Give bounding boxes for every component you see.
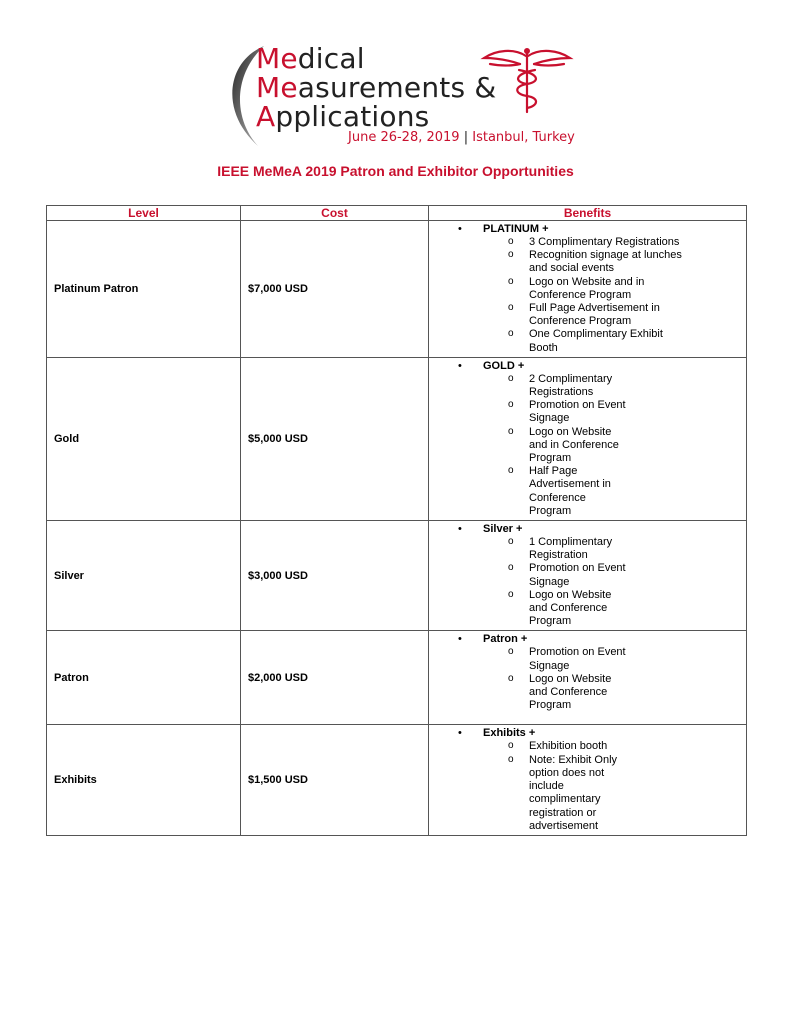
benefit-item: [429, 646, 746, 672]
table-row: [47, 725, 747, 835]
benefits-cell: [429, 521, 747, 631]
column-header-benefits: Benefits: [429, 206, 747, 221]
benefit-text: Conference Program: [529, 288, 632, 301]
benefit-text: Conference Program: [529, 315, 632, 328]
benefit-text: o Promotion on Event: [529, 562, 626, 575]
benefit-text: Program: [529, 699, 572, 712]
benefit-item: [429, 249, 746, 275]
benefit-text: Signage: [529, 412, 570, 425]
logo-line1-accent: Me: [256, 42, 298, 75]
benefit-text: Conference: [529, 491, 586, 504]
benefit-text: Signage: [529, 659, 570, 672]
logo-place: Istanbul, Turkey: [472, 130, 575, 145]
logo-line3-accent: A: [256, 100, 276, 133]
benefit-item: [429, 236, 746, 249]
tier-label: • Silver +: [429, 523, 746, 536]
benefit-text: and in Conference: [529, 438, 619, 451]
benefit-text: o One Complimentary Exhibit: [529, 328, 663, 341]
benefit-item: [429, 302, 746, 328]
logo-wordmark: [256, 44, 496, 131]
benefit-text: o Logo on Website: [529, 588, 612, 601]
benefit-list: [429, 536, 746, 628]
benefit-item: [429, 754, 746, 833]
benefit-text: o 2 Complimentary: [529, 372, 613, 385]
cost-cell: $3,000 USD: [241, 521, 429, 631]
benefit-item: [429, 536, 746, 562]
benefit-text: Advertisement in: [529, 478, 611, 491]
table-row: [47, 357, 747, 520]
conference-logo: [218, 42, 578, 154]
benefit-item: [429, 465, 746, 518]
cost-cell: $2,000 USD: [241, 631, 429, 725]
logo-dateline: [348, 130, 575, 145]
benefit-text: o Logo on Website and in: [529, 275, 645, 288]
cost-cell: $7,000 USD: [241, 221, 429, 358]
level-cell: Exhibits: [47, 725, 241, 835]
benefit-text: Signage: [529, 575, 570, 588]
caduceus-icon: [480, 46, 574, 116]
table-row: [47, 221, 747, 358]
page-title: IEEE MeMeA 2019 Patron and Exhibitor Opportunities: [217, 163, 574, 179]
level-cell: Silver: [47, 521, 241, 631]
tier-label: • PLATINUM +: [429, 223, 746, 236]
benefit-text: Program: [529, 452, 572, 465]
benefit-text: Registrations: [529, 386, 594, 399]
benefit-text: advertisement: [529, 819, 599, 832]
benefit-list: [429, 646, 746, 712]
benefit-item: [429, 562, 746, 588]
tier-label: • Exhibits +: [429, 727, 746, 740]
benefit-text: complimentary: [529, 793, 601, 806]
benefit-text: Program: [529, 615, 572, 628]
benefit-text: o 3 Complimentary Registrations: [529, 236, 680, 248]
benefits-cell: [429, 725, 747, 835]
logo-line2-accent: Me: [256, 71, 298, 104]
benefit-item: [429, 328, 746, 354]
benefit-text: o 1 Complimentary: [529, 536, 613, 549]
logo-separator: |: [463, 130, 469, 145]
level-cell: Patron: [47, 631, 241, 725]
benefit-text: o Full Page Advertisement in: [529, 302, 660, 315]
logo-line3-text: pplications: [275, 100, 430, 133]
cost-cell: $1,500 USD: [241, 725, 429, 835]
benefit-text: o Note: Exhibit Only: [529, 753, 618, 766]
benefit-item: [429, 740, 746, 753]
level-cell: Platinum Patron: [47, 221, 241, 358]
benefit-text: o Exhibition booth: [529, 740, 608, 753]
logo-line2-text: asurements &: [297, 71, 497, 104]
benefit-list: [429, 236, 746, 355]
cost-cell: $5,000 USD: [241, 357, 429, 520]
benefit-text: o Promotion on Event: [529, 399, 626, 412]
benefit-list: [429, 740, 746, 832]
logo-date: June 26-28, 2019: [348, 130, 460, 145]
column-header-cost: Cost: [241, 206, 429, 221]
benefits-cell: [429, 221, 747, 358]
tier-label: • Patron +: [429, 633, 746, 646]
benefit-text: o Promotion on Event: [529, 646, 626, 659]
benefit-text: o Logo on Website: [529, 425, 612, 438]
benefit-text: o Half Page: [529, 465, 578, 478]
benefit-item: [429, 399, 746, 425]
benefit-item: [429, 426, 746, 466]
table-row: [47, 521, 747, 631]
benefit-text: and Conference: [529, 686, 608, 699]
benefit-text: and social events: [529, 262, 614, 275]
patron-exhibitor-table: [46, 205, 747, 836]
column-header-level: Level: [47, 206, 241, 221]
logo-line1-text: dical: [297, 42, 365, 75]
benefit-item: [429, 589, 746, 629]
benefit-item: [429, 373, 746, 399]
benefits-cell: [429, 631, 747, 725]
tier-label: • GOLD +: [429, 360, 746, 373]
benefit-text: and Conference: [529, 602, 608, 615]
benefits-cell: [429, 357, 747, 520]
benefit-text: Program: [529, 504, 572, 517]
benefit-list: [429, 373, 746, 518]
table-header-row: [47, 206, 747, 221]
benefit-text: Registration: [529, 549, 588, 562]
benefit-item: [429, 276, 746, 302]
benefit-item: [429, 673, 746, 713]
benefit-text: o Recognition signage at lunches: [529, 249, 682, 262]
benefit-text: include: [529, 780, 564, 793]
benefit-text: registration or: [529, 806, 597, 819]
benefit-text: option does not: [529, 766, 605, 779]
table-row: [47, 631, 747, 725]
level-cell: Gold: [47, 357, 241, 520]
benefit-text: Booth: [529, 341, 558, 354]
benefit-text: o Logo on Website: [529, 672, 612, 685]
